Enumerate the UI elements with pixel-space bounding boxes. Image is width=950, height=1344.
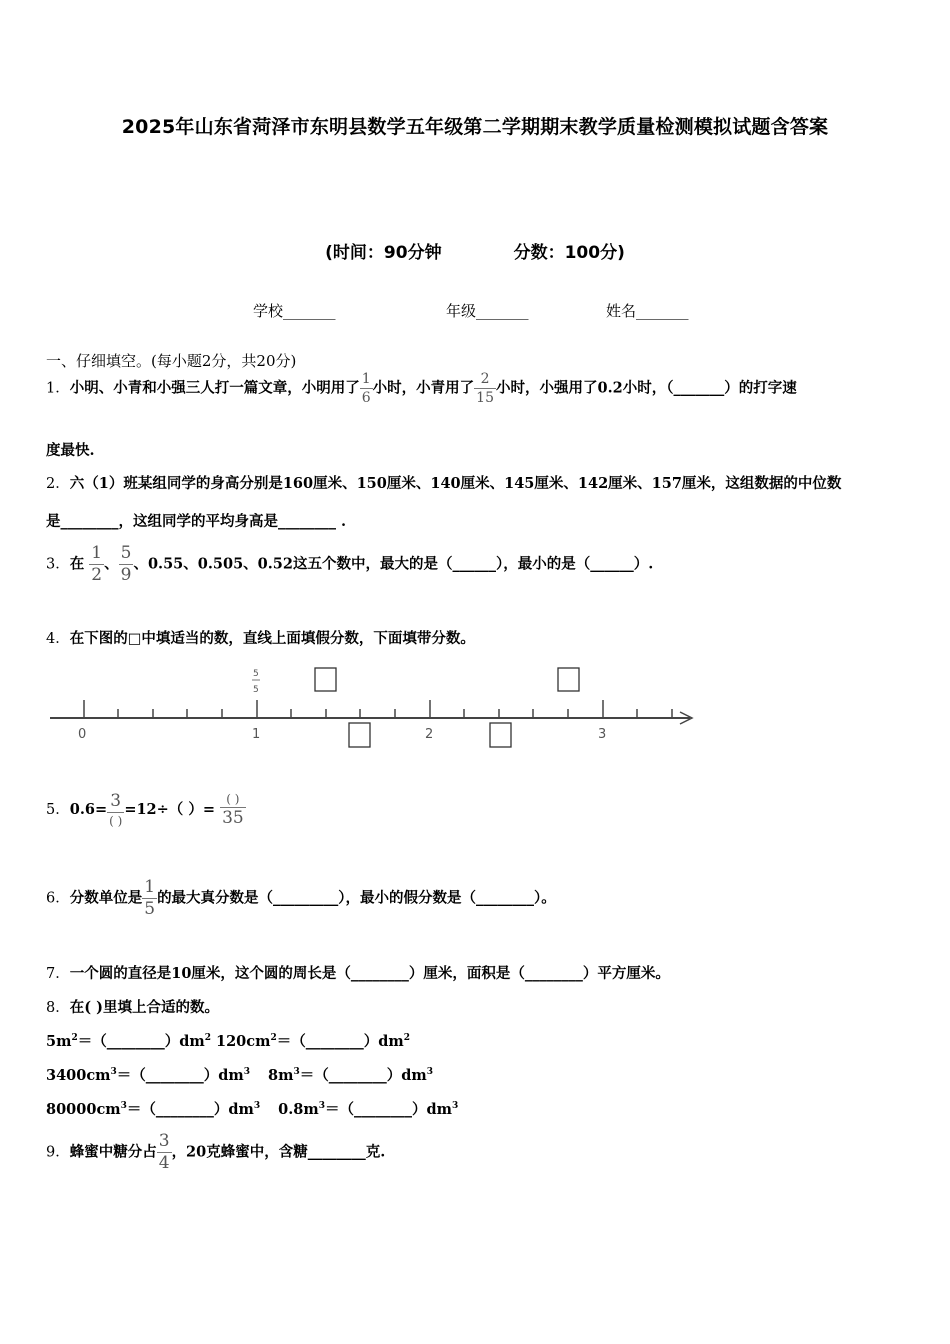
exponent: 3	[253, 1101, 261, 1112]
denominator-blank[interactable]: ( )	[109, 814, 123, 828]
exam-time: (时间：90分钟	[325, 243, 442, 263]
q6-text-pre: 分数单位是	[69, 889, 143, 907]
fraction-blank-35	[220, 793, 246, 827]
tick-label-1: 1	[252, 727, 261, 742]
exponent: 2	[71, 1033, 78, 1044]
denominator: 5	[144, 899, 156, 919]
label-fraction-denominator: 5	[253, 685, 259, 695]
unit-expr: 3400cm	[46, 1067, 111, 1084]
q1-text-a: 小明、小青和小强三人打一篇文章，小明用了	[69, 379, 360, 397]
fraction-2-15	[474, 372, 496, 405]
numerator: 5	[120, 543, 132, 563]
question-number: 4．	[46, 631, 70, 647]
number-line	[40, 660, 710, 750]
q4-text: 在下图的□中填适当的数，直线上面填假分数，下面填带分数。	[69, 630, 475, 647]
numerator: 3	[158, 1131, 170, 1151]
answer-box-below-2[interactable]	[490, 723, 511, 747]
denominator: 15	[476, 390, 494, 406]
numerator: 2	[480, 371, 490, 387]
answer-box-below-1[interactable]	[349, 723, 370, 747]
unit-expr: ＝（________）dm	[299, 1067, 427, 1084]
denominator: 6	[361, 390, 371, 406]
exponent: 3	[243, 1067, 251, 1078]
denominator: 2	[91, 565, 103, 585]
fraction-1-5	[142, 879, 157, 918]
exponent: 3	[451, 1101, 459, 1112]
grade-field: 年级_______	[446, 302, 529, 320]
fraction-5-9	[119, 545, 134, 584]
question-8	[46, 996, 219, 1017]
page-title: 2025年山东省菏泽市东明县数学五年级第二学期期末教学质量检测模拟试题含答案	[121, 116, 829, 138]
unit-expr: ＝（________）dm	[126, 1101, 254, 1118]
question-5	[46, 793, 246, 827]
exponent: 3	[110, 1067, 117, 1078]
q6-text-post: 的最大真分数是（_________），最小的假分数是（________）。	[157, 889, 556, 907]
numerator-blank[interactable]: ( )	[226, 792, 240, 806]
q9-text-post: ，20克蜂蜜中，含糖________克.	[171, 1143, 386, 1161]
q8-row-2	[46, 1064, 433, 1085]
exponent: 2	[403, 1033, 410, 1044]
answer-box-above-1[interactable]	[315, 668, 336, 691]
q1-text-b: 小时，小青用了	[372, 379, 475, 397]
question-number: 1．	[46, 380, 70, 397]
tick-label-0: 0	[78, 727, 87, 742]
q3-text-pre: 在	[69, 555, 85, 573]
question-number: 6．	[46, 890, 70, 907]
question-7	[46, 962, 670, 983]
exponent: 2	[270, 1033, 277, 1044]
denominator: 9	[120, 565, 132, 585]
q2-text-a: 六（1）班某组同学的身高分别是160厘米、150厘米、140厘米、145厘米、142厘米、157厘米，这组数据的中位数	[69, 475, 842, 492]
q1-continuation: 度最快.	[46, 442, 95, 459]
denominator: 4	[158, 1153, 170, 1173]
question-4	[46, 627, 475, 648]
exponent: 3	[293, 1067, 300, 1078]
unit-expr: 8m	[268, 1067, 294, 1084]
section-heading: 一、仔细填空。(每小题2分，共20分)	[46, 352, 297, 370]
ticks	[84, 700, 672, 718]
question-9	[46, 1133, 385, 1172]
tick-label-3: 3	[598, 727, 607, 742]
numerator: 1	[144, 877, 156, 897]
numerator: 3	[110, 791, 122, 811]
exponent: 3	[426, 1067, 433, 1078]
q8-row-1	[46, 1030, 410, 1051]
question-2	[46, 472, 841, 493]
q5-text-mid: =12÷（ ）=	[124, 801, 215, 818]
fraction-1-2	[89, 545, 104, 584]
unit-expr: ＝（________）dm	[77, 1033, 205, 1050]
exam-meta	[0, 238, 950, 263]
question-number: 3．	[46, 556, 70, 573]
name-field: 姓名_______	[606, 302, 689, 320]
unit-expr: 0.8m	[278, 1101, 319, 1118]
q5-text-pre: 0.6=	[69, 801, 108, 818]
unit-expr: ＝（________）dm	[324, 1101, 452, 1118]
question-number: 9．	[46, 1144, 70, 1161]
label-fraction-numerator: 5	[253, 669, 259, 679]
denominator: 35	[222, 808, 244, 828]
exponent: 3	[318, 1101, 325, 1112]
question-1	[46, 372, 797, 405]
answer-box-above-2[interactable]	[558, 668, 579, 691]
fraction-1-6	[360, 372, 373, 405]
question-number: 8．	[46, 1000, 70, 1016]
q9-text-pre: 蜂蜜中糖分占	[69, 1143, 157, 1161]
tick-label-2: 2	[425, 727, 434, 742]
q2-continuation: 是________，这组同学的平均身高是________ .	[46, 513, 347, 530]
unit-expr: ＝（________）dm	[276, 1033, 404, 1050]
q3-text-post: 、0.55、0.505、0.52这五个数中，最大的是（______），最小的是（______）.	[133, 555, 654, 573]
question-6	[46, 879, 556, 918]
fraction-3-4	[157, 1133, 172, 1172]
unit-expr: ＝（________）dm	[116, 1067, 244, 1084]
exponent: 2	[204, 1033, 211, 1044]
exponent: 3	[120, 1101, 127, 1112]
unit-expr: 80000cm	[46, 1101, 121, 1118]
question-number: 2．	[46, 476, 70, 492]
unit-expr: 5m	[46, 1033, 72, 1050]
separator: 、	[104, 555, 119, 573]
question-number: 5．	[46, 802, 70, 818]
numerator: 1	[91, 543, 103, 563]
question-3	[46, 545, 653, 584]
q7-text: 一个圆的直径是10厘米，这个圆的周长是（________）厘米，面积是（________）平方厘米。	[69, 965, 670, 982]
q8-text: 在( )里填上合适的数。	[69, 999, 220, 1016]
exam-score: 分数：100分)	[513, 243, 625, 263]
q1-text-c: 小时，小强用了0.2小时，（_______）的打字速	[495, 379, 797, 397]
question-number: 7．	[46, 966, 70, 982]
school-field: 学校_______	[253, 302, 336, 320]
unit-expr: 120cm	[210, 1033, 271, 1050]
fraction-3-blank	[107, 793, 124, 827]
q8-row-3	[46, 1098, 458, 1119]
numerator: 1	[361, 371, 371, 387]
